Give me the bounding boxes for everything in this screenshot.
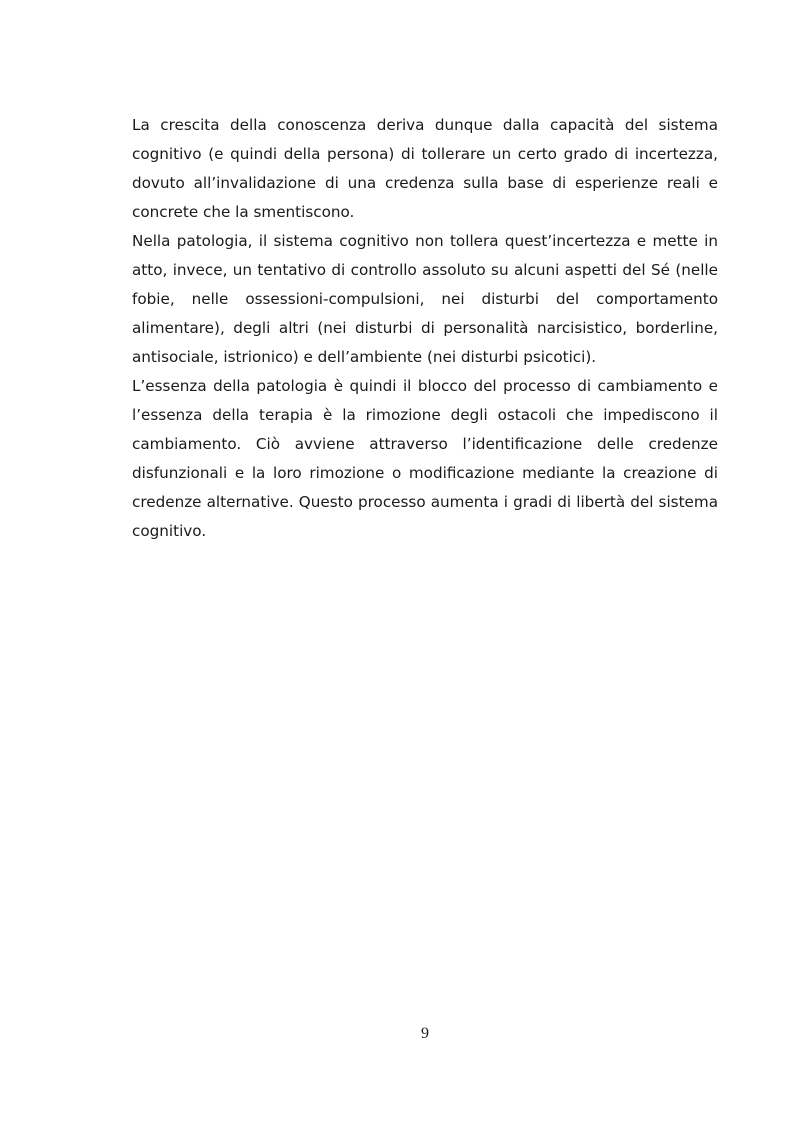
page-number: 9 [421, 1025, 429, 1042]
paragraph-pathology: Nella patologia, il sistema cognitivo non tollera quest’incertezza e mette in atto, invece, un tentativo di controllo assoluto su alcuni aspetti del Sé (nelle fobie, nelle ossessioni-compulsioni, nei disturbi del comportamento alimentare), degli altri (nei disturbi di personalità narcisistico, borderline, antisociale, istrionico) e dell’ambiente (nei disturbi psicotici). [132, 232, 718, 366]
paragraph-therapy: L’essenza della patologia è quindi il blocco del processo di cambiamento e l’essenza della terapia è la rimozione degli ostacoli che impediscono il cambiamento. Ciò avviene attraverso l’identificazione delle credenze disfunzionali e la loro rimozione o modificazione mediante la creazione di credenze alternative. Questo processo aumenta i gradi di libertà del sistema cognitivo. [132, 377, 718, 540]
body-text [132, 111, 718, 546]
paragraph-knowledge-growth: La crescita della conoscenza deriva dunque dalla capacità del sistema cognitivo (e quindi della persona) di tollerare un certo grado di incertezza, dovuto all’invalidazione di una credenza sulla base di esperienze reali e concrete che la smentiscono. [132, 116, 718, 221]
